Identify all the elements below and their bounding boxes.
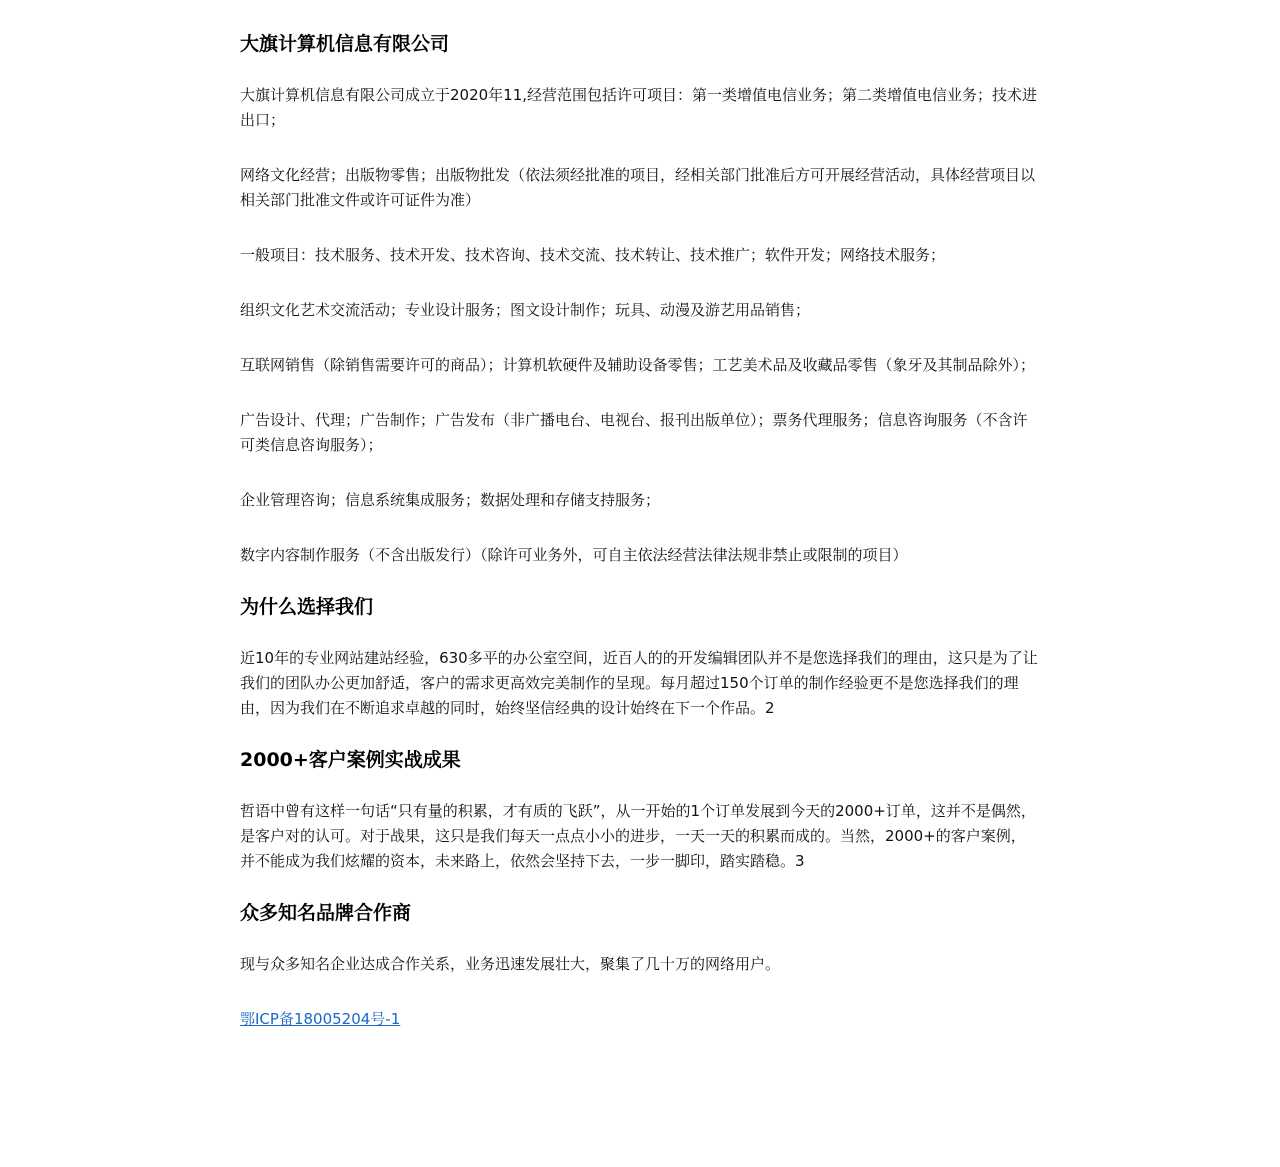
company-paragraph-8: 数字内容制作服务（不含出版发行）（除许可业务外，可自主依法经营法律法规非禁止或限制的项目）: [240, 546, 908, 564]
brand-partners-heading: 众多知名品牌合作商: [240, 902, 412, 924]
company-paragraph-2: 网络文化经营；出版物零售；出版物批发（依法须经批准的项目，经相关部门批准后方可开展经营活动，具体经营项目以相关部门批准文件或许可证件为准）: [240, 166, 1036, 209]
company-title: 大旗计算机信息有限公司: [240, 33, 450, 55]
brand-partners-text: 现与众多知名企业达成合作关系，业务迅速发展壮大，聚集了几十万的网络用户。: [240, 955, 781, 973]
page-content: [240, 0, 1040, 1032]
client-cases-heading: 2000+客户案例实战成果: [240, 749, 461, 771]
company-paragraph-6: 广告设计、代理；广告制作；广告发布（非广播电台、电视台、报刊出版单位）；票务代理服务；信息咨询服务（不含许可类信息咨询服务）；: [240, 411, 1028, 454]
company-paragraph-1: 大旗计算机信息有限公司成立于2020年11,经营范围包括许可项目：第一类增值电信业务；第二类增值电信业务；技术进出口；: [240, 86, 1038, 129]
icp-license-link[interactable]: 鄂ICP备18005204号-1: [240, 1010, 401, 1028]
icp-footer: [240, 1007, 1040, 1032]
company-paragraph-4: 组织文化艺术交流活动；专业设计服务；图文设计制作；玩具、动漫及游艺用品销售；: [240, 301, 811, 319]
company-paragraph-5: 互联网销售（除销售需要许可的商品）；计算机软硬件及辅助设备零售；工艺美术品及收藏品零售（象牙及其制品除外）；: [240, 356, 1036, 374]
why-choose-us-text: 近10年的专业网站建站经验，630多平的办公室空间，近百人的的开发编辑团队并不是您选择我们的理由，这只是为了让我们的团队办公更加舒适，客户的需求更高效完美制作的呈现。每月超过150个订单的制作经验更不是您选择我们的理由，因为我们在不断追求卓越的同时，始终坚信经典的设计始终在下一个作品。2: [240, 649, 1038, 717]
company-paragraph-3: 一般项目：技术服务、技术开发、技术咨询、技术交流、技术转让、技术推广；软件开发；网络技术服务；: [240, 246, 946, 264]
why-choose-us-heading: 为什么选择我们: [240, 596, 374, 618]
client-cases-text: 哲语中曾有这样一句话“只有量的积累，才有质的飞跃”，从一开始的1个订单发展到今天的2000+订单，这并不是偶然，是客户对的认可。对于战果，这只是我们每天一点点小小的进步，一天一天的积累而成的。当然，2000+的客户案例，并不能成为我们炫耀的资本，未来路上，依然会坚持下去，一步一脚印，踏实踏稳。3: [240, 802, 1036, 870]
company-paragraph-7: 企业管理咨询；信息系统集成服务；数据处理和存储支持服务；: [240, 491, 661, 509]
